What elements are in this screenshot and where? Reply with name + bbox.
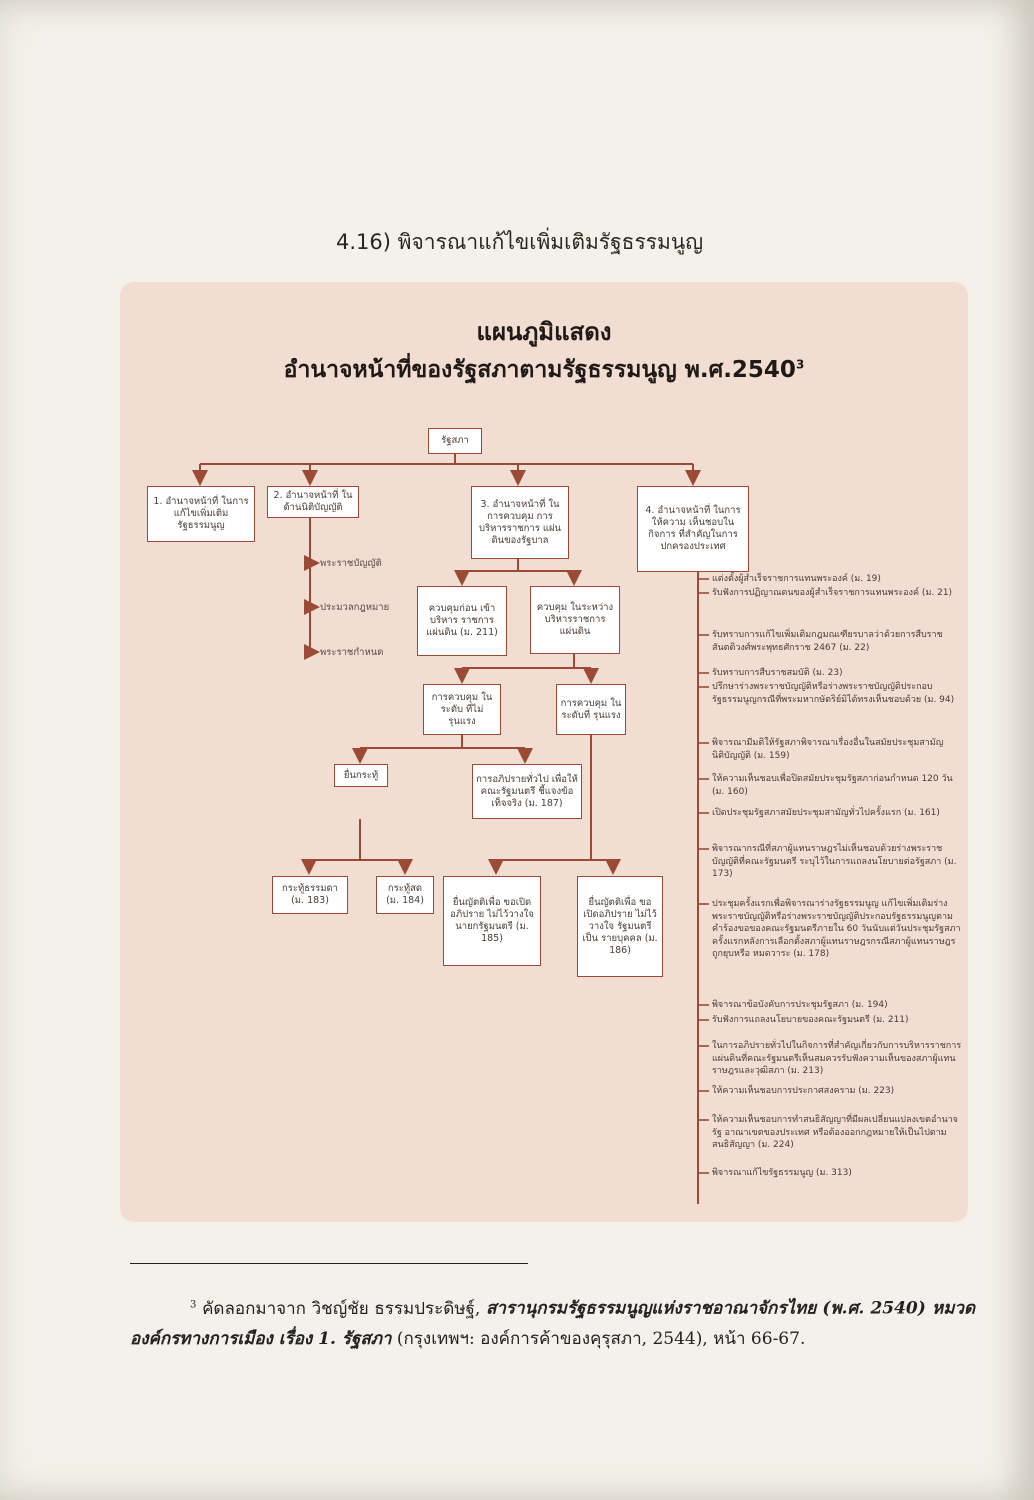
duty-item: ให้ความเห็นชอบการประกาศสงคราม (ม. 223) — [712, 1086, 895, 1096]
duty-item: ให้ความเห็นชอบการทำสนธิสัญญาที่มีผลเปลี่ยนแปลงเขตอำนาจรัฐ อาณาเขตของประเทศ หรือต้องออกกฎหมายให้เป็นไปตามสนธิสัญญา (ม. 224) — [712, 1115, 958, 1150]
duty-item: รับฟังการแถลงนโยบายของคณะรัฐมนตรี (ม. 211) — [712, 1015, 909, 1025]
duty-item: แต่งตั้งผู้สำเร็จราชการแทนพระองค์ (ม. 19) — [712, 574, 881, 584]
duty-item: รับทราบการสืบราชสมบัติ (ม. 23) — [712, 668, 843, 678]
branch-approval: 4. อำนาจหน้าที่ ในการให้ความ เห็นชอบในกิจการ ที่สำคัญในการ ปกครองประเทศ — [637, 486, 749, 572]
footnote-rule — [130, 1263, 528, 1264]
panel-title-text: อำนาจหน้าที่ของรัฐสภาตามรัฐธรรมนูญ พ.ศ.2540 — [283, 357, 796, 383]
no-confidence-minister: ยื่นญัตติเพื่อ ขอเปิดอภิปราย ไม่ไว้วางใจ รัฐมนตรีเป็น รายบุคคล (ม. 186) — [577, 876, 663, 977]
footnote-number: 3 — [190, 1299, 197, 1310]
footnote-text-before: คัดลอกมาจาก วิชญ์ชัย ธรรมประดิษฐ์, — [202, 1298, 486, 1319]
footnote-marker: 3 — [795, 357, 805, 372]
control-mild: การควบคุม ในระดับ ที่ไม่รุนแรง — [423, 684, 501, 735]
question-normal: กระทู้ธรรมดา (ม. 183) — [272, 876, 348, 914]
root-parliament: รัฐสภา — [428, 428, 482, 454]
footnote-title: สารานุกรมรัฐธรรมนูญแห่งราชอาณาจักรไทย (พ.ศ. 2540) หมวดองค์กรทางการเมือง เรื่อง 1. รัฐสภา — [130, 1298, 975, 1349]
duty-item: พิจารณาแก้ไขรัฐธรรมนูญ (ม. 313) — [712, 1168, 852, 1178]
branch-legislative: 2. อำนาจหน้าที่ ในด้านนิติบัญญัติ — [267, 486, 359, 518]
section-heading: 4.16) พิจารณาแก้ไขเพิ่มเติมรัฐธรรมนูญ — [336, 230, 704, 254]
legislative-code: ประมวลกฎหมาย — [320, 602, 390, 613]
duty-item: ในการอภิปรายทั่วไปในกิจการที่สำคัญเกี่ยวกับการบริหารราชการแผ่นดินที่คณะรัฐมนตรีเห็นสมควรรับฟังความเห็นของสภาผู้แทนราษฎรและวุฒิสภา (ม. 213) — [712, 1041, 962, 1076]
duty-item: พิจารณามีมติให้รัฐสภาพิจารณาเรื่องอื่นในสมัยประชุมสามัญนิติบัญญัติ (ม. 159) — [712, 738, 944, 761]
chart-panel — [120, 282, 968, 1222]
duty-item: เปิดประชุมรัฐสภาสมัยประชุมสามัญทั่วไปครั้งแรก (ม. 161) — [712, 808, 940, 818]
footnote — [130, 1290, 975, 1354]
panel-title-line1: แผนภูมิแสดง — [476, 318, 612, 346]
duty-item: พิจารณาข้อบังคับการประชุมรัฐสภา (ม. 194) — [712, 1000, 888, 1010]
control-during: ควบคุม ในระหว่าง บริหารราชการ แผ่นดิน — [530, 586, 620, 654]
legislative-decree: พระราชกำหนด — [320, 647, 384, 658]
duty-item: ปรึกษาร่างพระราชบัญญัติหรือร่างพระราชบัญญัติประกอบรัฐธรรมนูญกรณีที่พระมหากษัตริย์มิได้ทรงเห็นชอบด้วย (ม. 94) — [712, 682, 955, 705]
footnote-text-after: (กรุงเทพฯ: องค์การค้าของคุรุสภา, 2544), หน้า 66-67. — [391, 1328, 806, 1349]
interpellation: ยื่นกระทู้ — [334, 764, 388, 787]
branch-amendment: 1. อำนาจหน้าที่ ในการแก้ไขเพิ่มเติม รัฐธรรมนูญ — [147, 486, 255, 542]
duty-item: รับฟังการปฏิญาณตนของผู้สำเร็จราชการแทนพระองค์ (ม. 21) — [712, 588, 953, 598]
legislative-act: พระราชบัญญัติ — [320, 558, 382, 569]
duty-item: พิจารณากรณีที่สภาผู้แทนราษฎรไม่เห็นชอบด้วยร่างพระราชบัญญัติที่คณะรัฐมนตรี ระบุไว้ในการแถลงนโยบายต่อรัฐสภา (ม. 173) — [712, 844, 957, 879]
question-urgent: กระทู้สด (ม. 184) — [376, 876, 434, 914]
duty-item: ประชุมครั้งแรกเพื่อพิจารณาร่างรัฐธรรมนูญ แก้ไขเพิ่มเติมร่างพระราชบัญญัติหรือร่างพระราชบัญญัติประกอบรัฐธรรมนูญตามคำร้องขอของคณะรัฐมนตรีภายใน 60 วันนับแต่วันประชุมรัฐสภาครั้งแรกหลังการเลือกตั้งสภาผู้แทนราษฎรกรณีสภาผู้แทนราษฎรถูกยุบหรือ หมดวาระ (ม. 178) — [712, 899, 961, 959]
control-severe: การควบคุม ในระดับที่ รุนแรง — [556, 684, 626, 735]
branch-control: 3. อำนาจหน้าที่ ในการควบคุม การบริหารราชการ แผ่นดินของรัฐบาล — [471, 486, 569, 559]
control-before: ควบคุมก่อน เข้าบริหาร ราชการแผ่นดิน (ม. 211) — [417, 586, 507, 656]
duty-item: ให้ความเห็นชอบเพื่อปิดสมัยประชุมรัฐสภาก่อนกำหนด 120 วัน (ม. 160) — [712, 774, 953, 797]
no-confidence-pm: ยื่นญัตติเพื่อ ขอเปิดอภิปราย ไม่ไว้วางใจ นายกรัฐมนตรี (ม. 185) — [443, 876, 541, 966]
general-debate: การอภิปรายทั่วไป เพื่อให้คณะรัฐมนตรี ชี้แจงข้อเท็จจริง (ม. 187) — [472, 764, 582, 819]
duty-item: รับทราบการแก้ไขเพิ่มเติมกฎมณเฑียรบาลว่าด้วยการสืบราชสันตติวงศ์พระพุทธศักราช 2467 (ม. 22) — [712, 630, 943, 653]
